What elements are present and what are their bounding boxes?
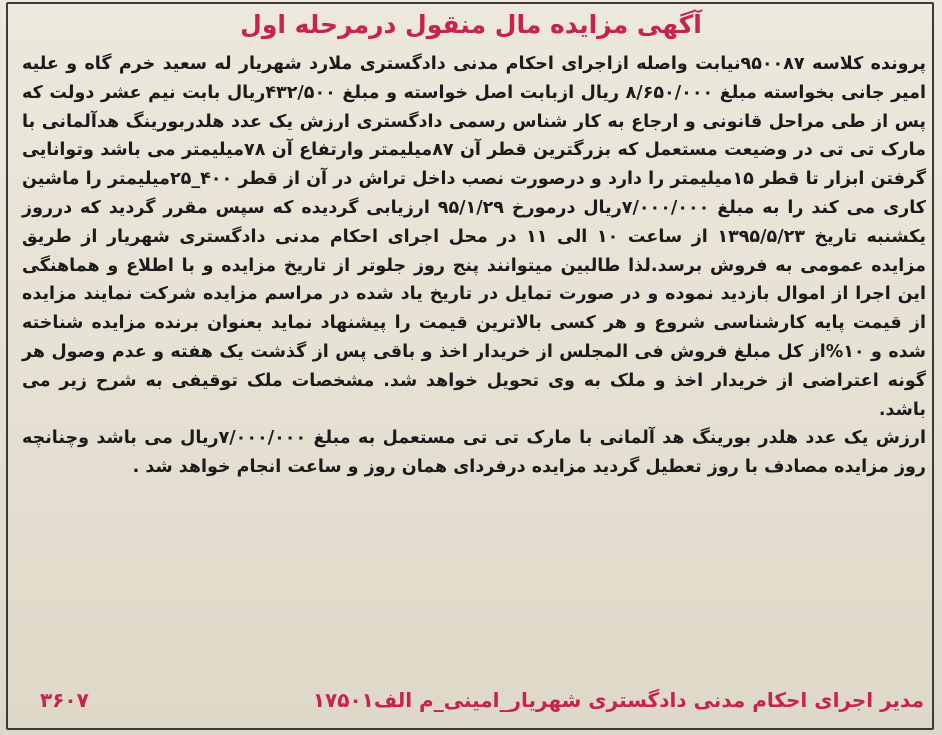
notice-footer xyxy=(40,683,924,717)
notice-signature: مدیر اجرای احکام مدنی دادگستری شهریار_امینی_م الف۱۷۵۰۱ xyxy=(312,688,924,712)
notice-title: آگهی مزایده مال منقول درمرحله اول xyxy=(240,10,702,39)
notice-paragraph-value: ارزش یک عدد هلدر بورینگ هد آلمانی با مارک تی تی مستعمل به مبلغ ۷/۰۰۰/۰۰۰ریال می باشد وچنانچه روز مزایده مصادف با روز تعطیل گردید مزایده درفردای همان روز و ساعت انجام خواهد شد . xyxy=(22,428,926,478)
notice-ad-code: ۳۶۰۷ xyxy=(40,688,89,712)
notice-body xyxy=(22,50,926,482)
notice-paragraph-main: پرونده کلاسه ۹۵۰۰۸۷نیابت واصله ازاجرای احکام مدنی دادگستری ملارد شهریار له سعید خرم گاه و علیه امیر جانی بخواسته مبلغ ۸/۶۵۰/۰۰۰ ریال ازبابت اصل خواسته و مبلغ ۴۳۲/۵۰۰ریال بابت نیم عشر دولت که پس از طی مراحل قانونی و ارجاع به کار شناس رسمی دادگستری ارزش یک عدد هلدربورینگ هدآلمانی با مارک تی تی در وضیعت مستعمل که بزرگترین قطر آن ۸۷میلیمتر وارتفاع آن ۷۸میلیمتر می باشد وتوانایی گرفتن ابزار تا قطر ۱۵میلیمتر را دارد و درصورت نصب داخل تراش در آن از قطر ۴۰۰_۲۵میلیمتر را ماشین کاری می کند را به مبلغ ۷/۰۰۰/۰۰۰ریال درمورخ ۹۵/۱/۲۹ ارزیابی گردیده که سپس مقرر گردید که درروز یکشنبه تاریخ ۱۳۹۵/۵/۲۳ از ساعت ۱۰ الی ۱۱ در محل اجرای احکام مدنی دادگستری شهریار از طریق مزایده عمومی به فروش برسد.لذا طالبین میتوانند پنج روز جلوتر از تاریخ مزایده و با اطلاع و هماهنگی این اجرا از اموال بازدید نموده و در صورت تمایل در تاریخ یاد شده در مراسم مزایده شرکت نمایند مزایده از قیمت پایه کارشناسی شروع و هر کسی بالاترین قیمت را پیشنهاد نماید بعنوان برنده مزایده شناخته شده و ۱۰%از کل مبلغ فروش فی المجلس از خریدار اخذ و باقی پس از گذشت یک هفته و عدم وصول هر گونه اعتراضی از خریدار اخذ و ملک به وی تحویل خواهد شد. مشخصات ملک توقیفی به شرح زیر می باشد. xyxy=(22,54,927,420)
